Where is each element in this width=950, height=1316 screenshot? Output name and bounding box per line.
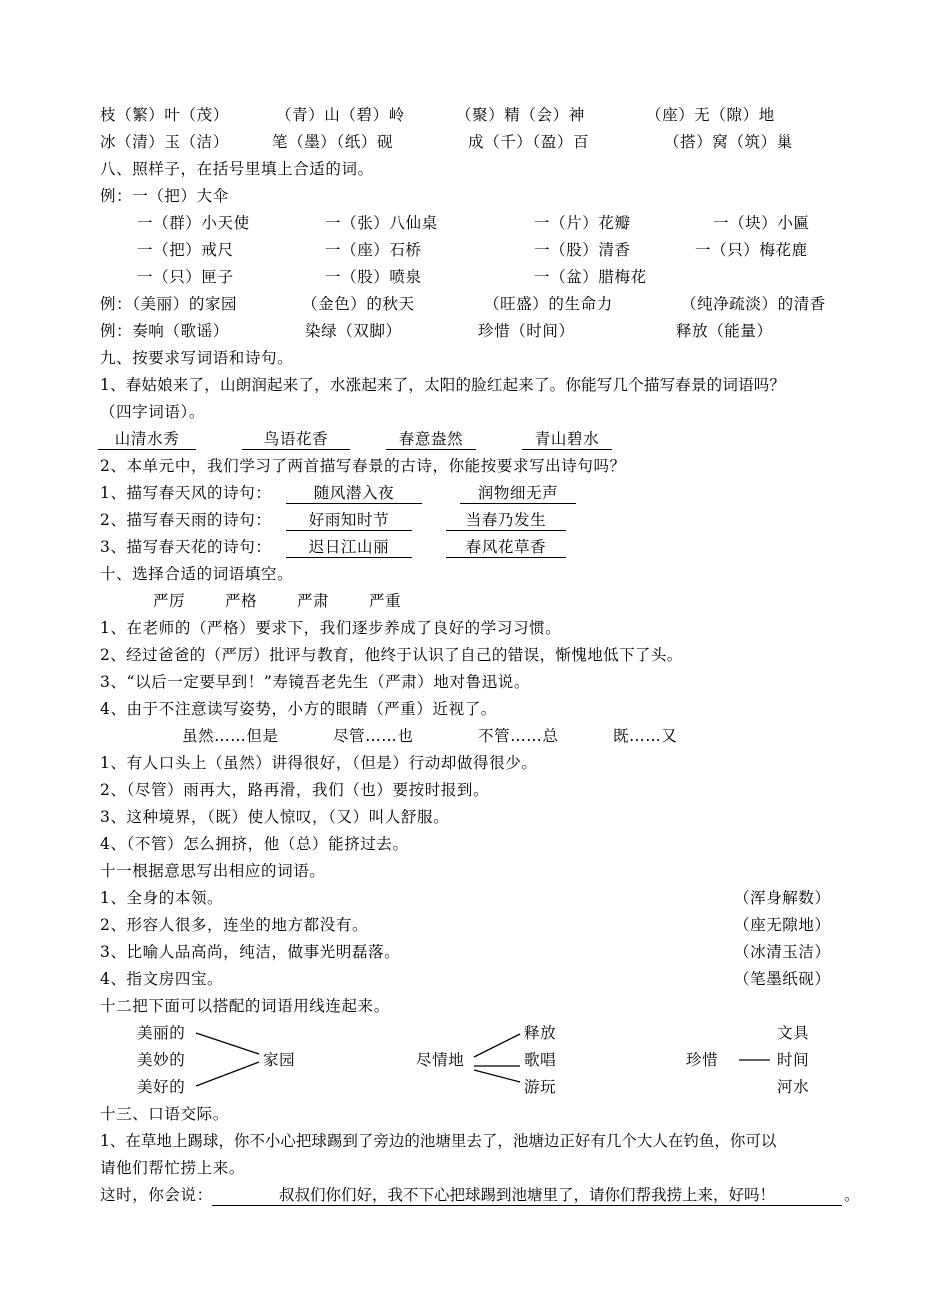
idiom-7: 成（千）（盈）百 xyxy=(468,133,590,151)
definition-answer: （座无隙地） xyxy=(734,916,831,934)
word-option: 虽然……但是 xyxy=(182,727,279,745)
answer-blank[interactable]: 叔叔们你们好，我不下心把球踢到池塘里了，请你们帮我捞上来，好吗！ xyxy=(212,1185,842,1206)
measure-word: 一（群）小天使 xyxy=(137,214,250,232)
sentence: 1、有人口头上（虽然）讲得很好，（但是）行动却做得很少。 xyxy=(100,754,538,772)
idiom-4: （座）无（隙）地 xyxy=(646,106,775,124)
measure-word: 一（片）花瓣 xyxy=(534,214,631,232)
idiom-8: （搭）窝（筑）巢 xyxy=(664,133,793,151)
definition: 1、全身的本领。 xyxy=(100,889,224,907)
sentence: 4、（不管）怎么拥挤，他（总）能挤过去。 xyxy=(100,835,409,853)
section-12-title: 十二把下面可以搭配的词语用线连起来。 xyxy=(100,997,390,1015)
match-center: 家园 xyxy=(263,1051,296,1069)
match-center: 珍惜 xyxy=(686,1051,719,1069)
example-3: 释放（能量） xyxy=(676,322,773,340)
section-10-title: 十、选择合适的词语填空。 xyxy=(100,565,294,583)
answer-blank[interactable]: 春意盎然 xyxy=(386,429,476,450)
measure-word: 一（张）八仙桌 xyxy=(325,214,438,232)
definition: 3、比喻人品高尚，纯洁，做事光明磊落。 xyxy=(100,943,401,961)
match-line xyxy=(474,1070,520,1082)
example-1: 例：一（把）大伞 xyxy=(100,187,229,205)
match-line xyxy=(474,1034,520,1057)
word-option: 严厉 xyxy=(153,592,186,610)
match-right: 释放 xyxy=(524,1024,557,1042)
question-text: 1、在草地上踢球，你不小心把球踢到了旁边的池塘里去了，池塘边正好有几个大人在钓鱼，你可以 xyxy=(100,1132,777,1150)
measure-word: 一（只）匣子 xyxy=(137,268,234,286)
match-right: 河水 xyxy=(777,1078,810,1096)
question-text: （四字词语）。 xyxy=(100,403,205,421)
definition-answer: （冰清玉洁） xyxy=(734,943,831,961)
section-13-title: 十三、口语交际。 xyxy=(100,1105,229,1123)
word-option: 尽管……也 xyxy=(333,727,414,745)
answer-label: 这时，你会说： xyxy=(100,1186,213,1204)
idiom-6: 笔（墨）（纸）砚 xyxy=(272,133,394,151)
answer-blank[interactable]: 好雨知时节 xyxy=(286,510,412,531)
match-right: 时间 xyxy=(777,1051,810,1069)
section-11-title: 十一根据意思写出相应的词语。 xyxy=(100,862,326,880)
match-center: 尽情地 xyxy=(416,1051,465,1069)
question-text: 请他们帮忙捞上来。 xyxy=(100,1159,245,1177)
section-8-title: 八、照样子，在括号里填上合适的词。 xyxy=(100,160,374,178)
match-left: 美好的 xyxy=(137,1078,186,1096)
sentence: 3、这种境界，（既）使人惊叹，（又）叫人舒服。 xyxy=(100,808,450,826)
section-9-title: 九、按要求写词语和诗句。 xyxy=(100,349,294,367)
answer-blank[interactable]: 当春乃发生 xyxy=(446,510,566,531)
answer-blank[interactable]: 随风潜入夜 xyxy=(286,483,422,504)
definition-answer: （笔墨纸砚） xyxy=(734,970,831,988)
example-2: 例：（美丽）的家园 xyxy=(100,295,238,313)
idiom-3: （聚）精（会）神 xyxy=(456,106,585,124)
definition-answer: （浑身解数） xyxy=(734,889,831,907)
match-right: 歌唱 xyxy=(524,1051,557,1069)
question-text: 1、春姑娘来了，山朗润起来了，水涨起来了，太阳的脸红起来了。你能写几个描写春景的词语吗？ xyxy=(100,376,786,394)
poem-label: 3、描写春天花的诗句： xyxy=(100,538,272,556)
definition: 4、指文房四宝。 xyxy=(100,970,224,988)
match-line xyxy=(196,1033,259,1054)
answer-blank[interactable]: 鸟语花香 xyxy=(242,429,350,450)
idiom-2: （青）山（碧）岭 xyxy=(276,106,405,124)
poem-label: 2、描写春天雨的诗句： xyxy=(100,511,272,529)
measure-word: 一（股）清香 xyxy=(534,241,631,259)
word-option: 严格 xyxy=(225,592,258,610)
example-2: （纯净疏淡）的清香 xyxy=(681,295,826,313)
measure-word: 一（只）梅花鹿 xyxy=(695,241,808,259)
sentence: 3、“以后一定要早到！”寿镜吾老先生（严肃）地对鲁迅说。 xyxy=(100,673,531,691)
word-option: 严重 xyxy=(369,592,402,610)
word-option: 严肃 xyxy=(297,592,330,610)
example-3: 例：奏响（歌谣） xyxy=(100,322,229,340)
match-right: 文具 xyxy=(777,1024,810,1042)
sentence: 1、在老师的（严格）要求下，我们逐步养成了良好的学习习惯。 xyxy=(100,619,562,637)
answer-blank[interactable]: 青山碧水 xyxy=(522,429,612,450)
match-left: 美丽的 xyxy=(137,1024,186,1042)
measure-word: 一（股）喷泉 xyxy=(325,268,422,286)
idiom-1: 枝（繁）叶（茂） xyxy=(100,106,229,124)
period: 。 xyxy=(844,1186,861,1204)
example-2: （旺盛）的生命力 xyxy=(484,295,613,313)
answer-blank[interactable]: 润物细无声 xyxy=(460,483,576,504)
sentence: 2、经过爸爸的（严厉）批评与教育，他终于认识了自己的错误，惭愧地低下了头。 xyxy=(100,646,683,664)
match-line xyxy=(196,1062,259,1086)
answer-blank[interactable]: 迟日江山丽 xyxy=(286,537,412,558)
answer-blank[interactable]: 春风花草香 xyxy=(446,537,566,558)
measure-word: 一（座）石桥 xyxy=(325,241,422,259)
definition: 2、形容人很多，连坐的地方都没有。 xyxy=(100,916,369,934)
sentence: 2、（尽管）雨再大，路再滑，我们（也）要按时报到。 xyxy=(100,781,490,799)
match-left: 美妙的 xyxy=(137,1051,186,1069)
measure-word: 一（盆）腊梅花 xyxy=(534,268,647,286)
measure-word: 一（把）戒尺 xyxy=(137,241,234,259)
sentence: 4、由于不注意读写姿势，小方的眼睛（严重）近视了。 xyxy=(100,700,497,718)
example-3: 染绿（双脚） xyxy=(305,322,402,340)
question-text: 2、本单元中，我们学习了两首描写春景的古诗，你能按要求写出诗句吗？ xyxy=(100,457,626,475)
answer-blank[interactable]: 山清水秀 xyxy=(98,429,196,450)
measure-word: 一（块）小匾 xyxy=(713,214,810,232)
poem-label: 1、描写春天风的诗句： xyxy=(100,484,272,502)
example-2: （金色）的秋天 xyxy=(302,295,415,313)
word-option: 既……又 xyxy=(613,727,678,745)
word-option: 不管……总 xyxy=(478,727,559,745)
example-3: 珍惜（时间） xyxy=(478,322,575,340)
idiom-5: 冰（清）玉（洁） xyxy=(100,133,229,151)
match-right: 游玩 xyxy=(524,1078,557,1096)
